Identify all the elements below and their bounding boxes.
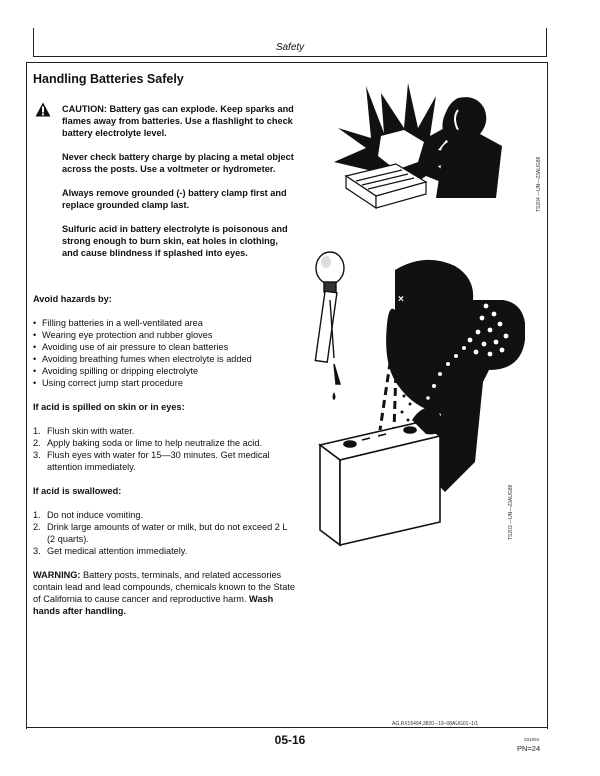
step-number: 1. [33, 426, 41, 436]
acid-skin-steps [33, 425, 295, 473]
section-name: Safety [275, 42, 305, 53]
caution-paragraph: Always remove grounded (-) battery clamp first and replace grounded clamp last. [62, 188, 287, 210]
list-item [33, 545, 295, 557]
drip [333, 392, 336, 400]
list-item: • Avoiding spilling or dripping electrolyte [33, 365, 295, 377]
list-item [33, 509, 295, 521]
warning-triangle-icon [35, 102, 51, 117]
step-number: 1. [33, 510, 41, 520]
warning-emphasis: Wash hands after handling. [33, 594, 274, 616]
list-item [33, 425, 295, 437]
caution-paragraph: Never check battery charge by placing a metal object across the posts. Use a voltmeter or hydrometer. [62, 152, 294, 174]
step-number: 2. [33, 438, 41, 448]
acid-swallowed-steps [33, 509, 295, 557]
page-number: 05-16 [274, 733, 306, 747]
caution-paragraph: CAUTION: Battery gas can explode. Keep sparks and flames away from batteries. Use a flashlight to check battery electrolyte level. [62, 104, 294, 138]
step-text: Do not induce vomiting. [47, 510, 144, 520]
caution-block [62, 103, 294, 271]
avoid-heading: Avoid hazards by: [33, 294, 112, 304]
person-silhouette [436, 97, 502, 198]
warning-text: Battery posts, terminals, and related accessories contain lead and lead compounds, chemicals known to the State of California to cause cancer and reproductive harm. [33, 570, 296, 604]
caution-paragraph: Sulfuric acid in battery electrolyte is poisonous and strong enough to burn skin, eat holes in clothing, and cause blindness if splashed into eyes. [62, 224, 288, 258]
acid-skin-heading: If acid is spilled on skin or in eyes: [33, 402, 185, 412]
figure-label: TS203 —UN—23AUG88 [508, 484, 514, 540]
list-item: • Avoiding breathing fumes when electrolyte is added [33, 353, 295, 365]
page-pn: PN=24 [517, 744, 541, 753]
step-number: 3. [33, 546, 41, 556]
list-item: • Avoiding use of air pressure to clean batteries [33, 341, 295, 353]
list-item [33, 449, 295, 473]
list-item [33, 521, 295, 545]
header-line [33, 56, 547, 57]
warning-paragraph [33, 569, 295, 617]
step-text: Flush skin with water. [47, 426, 135, 436]
step-text: Drink large amounts of water or milk, but do not exceed 2 L (2 quarts). [47, 522, 288, 544]
battery [320, 422, 440, 545]
step-text: Flush eyes with water for 15—30 minutes. Get medical attention immediately. [47, 450, 270, 472]
warning-label: WARNING: [33, 570, 81, 580]
list-item: • Filling batteries in a well-ventilated area [33, 317, 295, 329]
acid-splash-illustration [300, 240, 525, 575]
instructions-column [33, 293, 295, 617]
avoid-list [33, 317, 295, 389]
figure-label: TS204 —UN—23AUG88 [536, 156, 542, 212]
battery-explosion-illustration [326, 78, 516, 228]
acid-swallowed-heading: If acid is swallowed: [33, 486, 122, 496]
step-number: 3. [33, 450, 41, 460]
step-text: Apply baking soda or lime to help neutralize the acid. [47, 438, 263, 448]
content-frame-bottom [26, 727, 548, 728]
list-item [33, 437, 295, 449]
hydrometer [315, 252, 344, 384]
document-code: 031004 [524, 737, 540, 742]
list-item: • Using correct jump start procedure [33, 377, 295, 389]
list-item: • Wearing eye protection and rubber gloves [33, 329, 295, 341]
reference-code: AG,RX15494,3820 –19–08AUG01–1/1 [392, 721, 479, 727]
page-title: Handling Batteries Safely [33, 72, 184, 86]
step-number: 2. [33, 522, 41, 532]
svg-text:×: × [398, 294, 404, 305]
step-text: Get medical attention immediately. [47, 546, 188, 556]
